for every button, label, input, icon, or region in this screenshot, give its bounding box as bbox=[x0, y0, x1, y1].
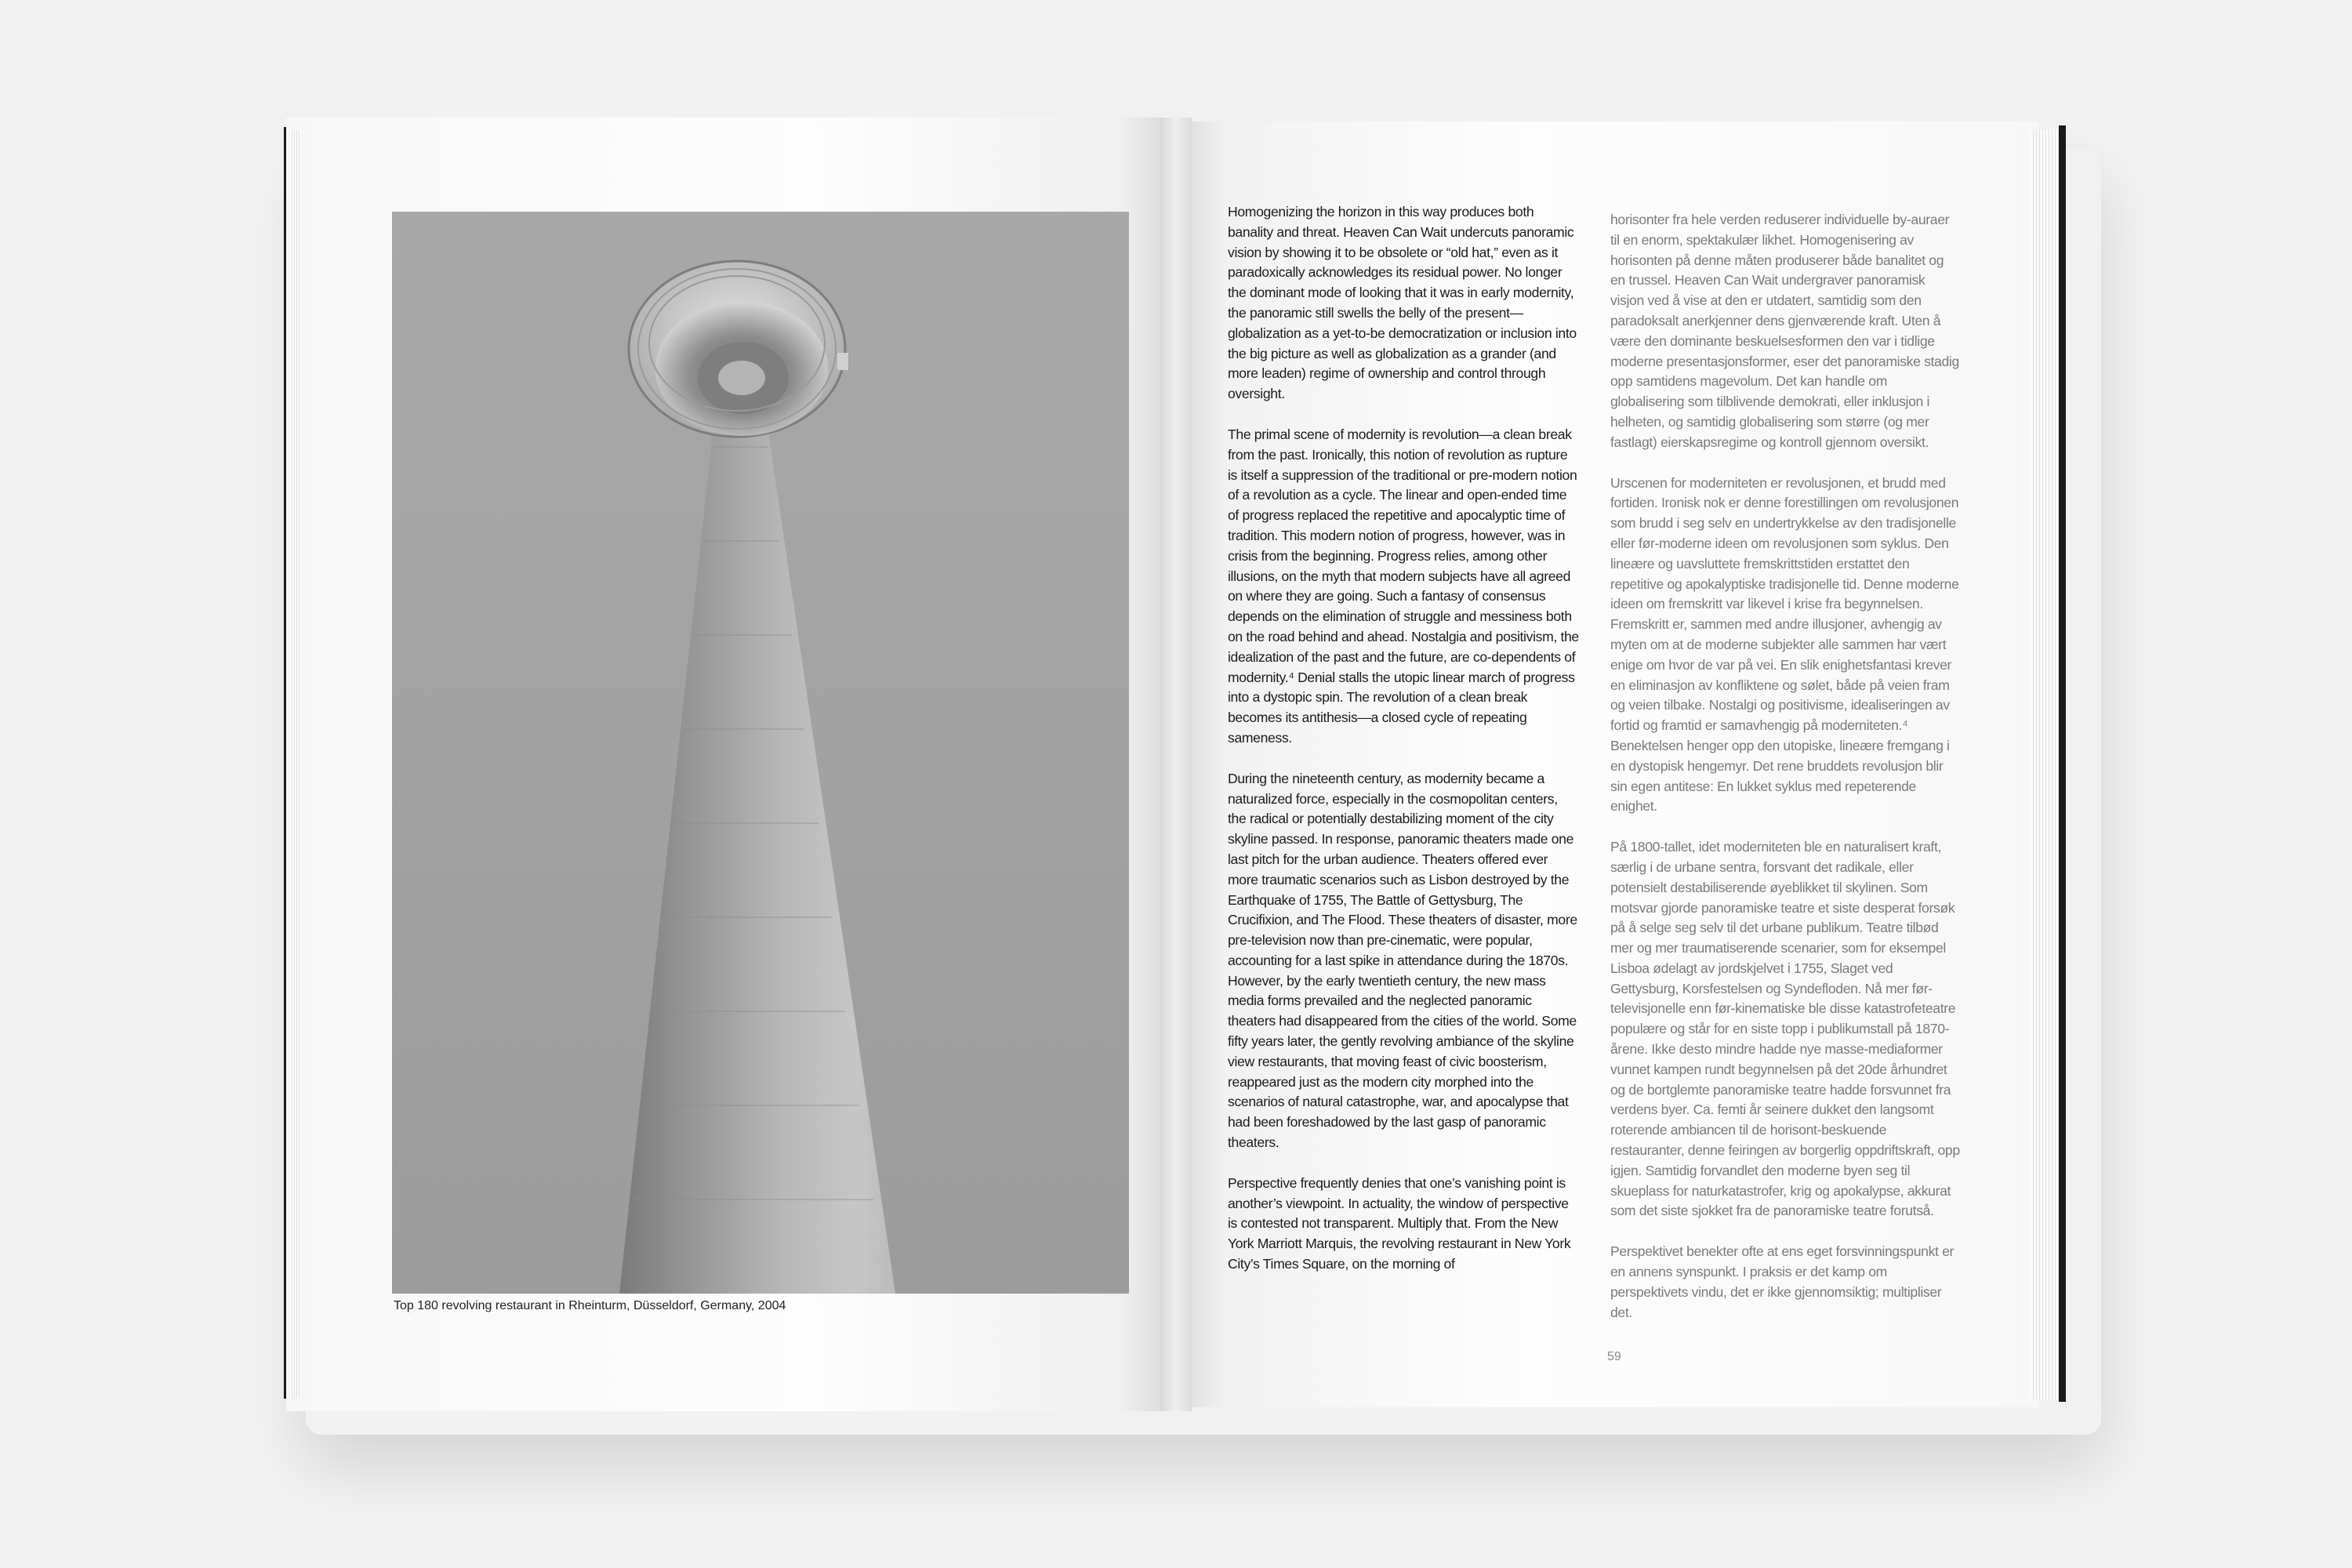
norwegian-text-column bbox=[1610, 210, 1962, 1343]
photo-caption: Top 180 revolving restaurant in Rheinturm, Düsseldorf, Germany, 2004 bbox=[394, 1299, 786, 1312]
english-paragraph-4: Perspective frequently denies that one’s vanishing point is another’s viewpoint. In actuality, the window of perspective is contested not transparent. Multiply that. From the New York Marriott Marquis, the revolving restaurant in New York City’s Times Square, on the morning of bbox=[1228, 1174, 1571, 1272]
english-paragraph-3: During the nineteenth century, as modernity became a naturalized force, especially in the cosmopolitan centers, the radical or potentially destabilizing moment of the city skyline passed. In response, panoramic theaters made one last pitch for the urban audience. Theaters offered ever more traumatic scenarios such as Lisbon destroyed by the Earthquake of 1755, The Battle of Gettysburg, The Crucifixion, and The Flood. These theaters of disaster, more pre-television now than pre-cinematic, were popular, accounting for a last spike in attendance during the 1870s. However, by the early twentieth century, the new mass media forms prevailed and the neglected panoramic theaters had disappeared from the cities of the world. Some fifty years later, the gently revolving ambiance of the skyline view restaurants, that moving feast of civic boosterism, reappeared just as the modern city morphed into the scenarios of natural catastrophe, war, and apocalypse that had been foreshadowed by the last gasp of panoramic theaters. bbox=[1228, 770, 1577, 1151]
right-page-stack bbox=[2031, 129, 2059, 1399]
book-gutter bbox=[1160, 118, 1192, 1411]
book-cover-edge-right bbox=[2059, 125, 2066, 1402]
page-number: 59 bbox=[1607, 1350, 1621, 1363]
english-text-column bbox=[1228, 202, 1579, 1295]
norwegian-paragraph-2: Urscenen for moderniteten er revolusjonen, et brudd med fortiden. Ironisk nok er denne forestillingen om revolusjonen som brudd i seg selv en undertrykkelse av den tradisjonelle eller før-moderne ideen om revolusjonen som syklus. Den lineære og uavsluttete fremskrittstiden erstattet den repetitive og apokalyptiske tradisjonelle tid. Denne moderne ideen om fremskritt var likevel i krise fra begynnelsen. Fremskritt er, sammen med andre illusjoner, avhengig av myten om at de moderne subjekter alle sammen har vært enige om hvor de var på vei. En slik enighetsfantasi krever en eliminasjon av konfliktene og sølet, både på veien fram og veien tilbake. Nostalgi og positivisme, idealiseringen av fortid og framtid er samavhengig på moderniteten.⁴ Benektelsen henger opp den utopiske, lineære fremgang i en dystopisk hengemyr. Det rene bruddets revolusjon blir sin egen antitese: En lukket syklus med repeterende enighet. bbox=[1610, 474, 1959, 815]
norwegian-paragraph-1: horisonter fra hele verden reduserer individuelle by-auraer til en enorm, spektakulær likhet. Homogenisering av horisonten på denne måten produserer både banalitet og en trussel. Heaven Can Wait undergraver panoramisk visjon ved å vise at den er utdatert, samtidig som den paradoksalt anerkjenner dens gjenværende kraft. Uten å være den dominante beskuelsesformen den var i tidlige moderne presentasjonsformer, eser det panoramiske stadig opp samtidens magevolum. Det kan handle om globalisering som tilblivende demokrati, eller inklusjon i helheten, og samtidig globalisering som større (og mer fastlagt) eierskapsregime og kontroll gjennom oversikt. bbox=[1610, 212, 1959, 450]
left-page-stack bbox=[290, 130, 301, 1399]
tv-tower-image bbox=[392, 212, 1129, 1294]
english-paragraph-2: The primal scene of modernity is revolution—a clean break from the past. Ironically, this notion of revolution as rupture is itself a suppression of the traditional or pre-modern notion of a revolution as a cycle. The linear and open-ended time of progress replaced the repetitive and apocalyptic time of tradition. This modern notion of progress, however, was in crisis from the beginning. Progress relies, among other illusions, on the myth that modern subjects have all agreed on where they are going. Such a fantasy of consensus depends on the elimination of struggle and messiness both on the road behind and ahead. Nostalgia and positivism, the idealization of the past and the future, are co-dependents of modernity.⁴ Denial stalls the utopic linear march of progress into a dystopic spin. The revolution of a clean break becomes its antithesis—a closed cycle of repeating sameness. bbox=[1228, 426, 1579, 746]
english-paragraph-1: Homogenizing the horizon in this way produces both banality and threat. Heaven Can Wait undercuts panoramic vision by showing it to be obsolete or “old hat,” even as it paradoxically acknowledges its residual power. No longer the dominant mode of looking that it was in early modernity, the panoramic still swells the belly of the present—globalization as a yet-to-be democratization or inclusion into the big picture as well as globalization as a grander (and more leaden) regime of ownership and control through oversight. bbox=[1228, 204, 1577, 402]
norwegian-paragraph-4: Perspektivet benekter ofte at ens eget forsvinningspunkt er en annens synspunkt. I praksis er det kamp om perspektivets vindu, det er ikke gjennomsiktig; multipliser det. bbox=[1610, 1243, 1955, 1320]
norwegian-paragraph-3: På 1800-tallet, idet moderniteten ble en naturalisert kraft, særlig i de urbane sentra, forsvant det radikale, eller potensielt destabiliserende øyeblikket til skylinen. Som motsvar gjorde panoramiske teatre et siste desperat forsøk på å selge seg selv til det urbane publikum. Teatre tilbød mer og mer traumatiserende scenarier, som for eksempel Lisboa ødelagt av jordskjelvet i 1755, Slaget ved Gettysburg, Korsfestelsen og Syndefloden. Nå mer før-televisjonelle enn før-kinematiske ble disse katastrofeteatre populære og står for en siste topp i publikumstall på 1870-årene. Ikke desto mindre hadde nye masse-mediaformer vunnet kampen rundt begynnelsen på det 20de århundret og de bortglemte panoramiske teatre hadde forsvunnet fra verdens byer. Ca. femti år seinere dukket den langsomt roterende ambiancen til de horisont-beskuende restauranter, denne feiringen av borgerlig oppdriftskraft, opp igjen. Samtidig forvandlet den moderne byen seg til skueplass for naturkatastrofer, krig og apokalypse, akkurat som det siste sjokket fra de panoramiske teatre forutså. bbox=[1610, 839, 1960, 1219]
tower-photograph bbox=[392, 212, 1129, 1294]
